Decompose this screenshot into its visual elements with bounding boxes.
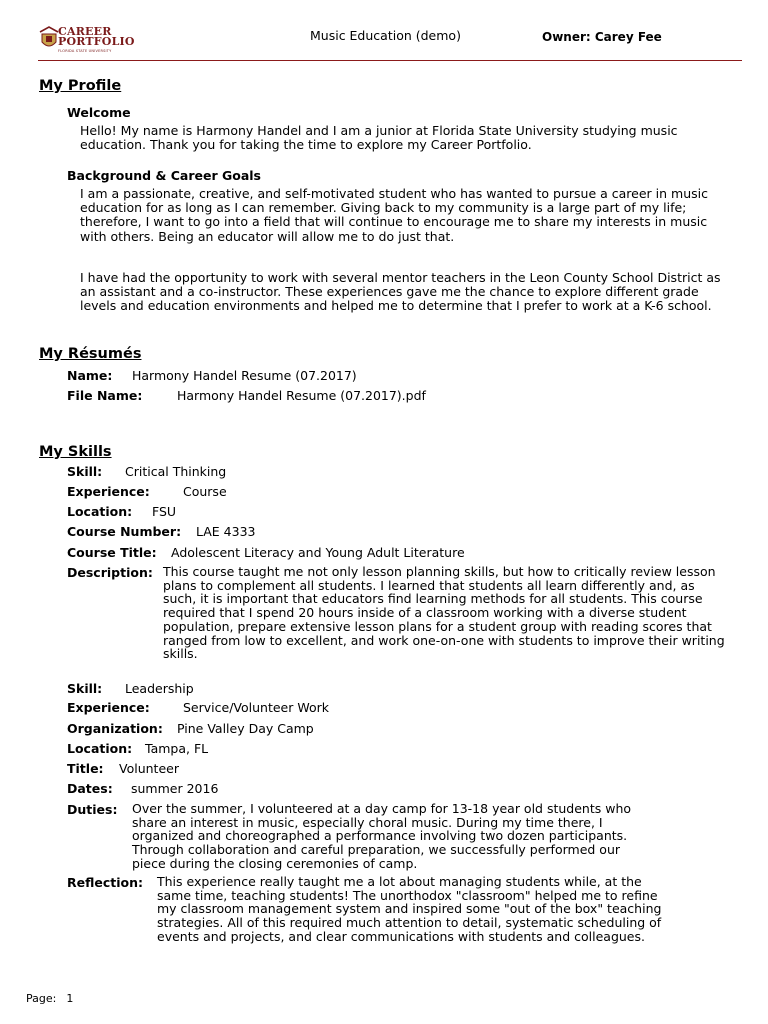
- skill2-experience-row: [67, 700, 330, 715]
- resume-file-label: File Name:: [67, 388, 143, 403]
- page-header: [0, 0, 768, 64]
- skill2-skill-row: [67, 681, 194, 696]
- location-label: Location:: [67, 741, 133, 756]
- skill1-experience-row: [67, 484, 227, 499]
- skill2-organization-row: [67, 721, 314, 736]
- welcome-text: Hello! My name is Harmony Handel and I am a junior at Florida State University studying music education. Thank you for taking the time to explore my Career Portfolio.: [80, 123, 678, 153]
- organization-value: Pine Valley Day Camp: [177, 721, 314, 736]
- description-label: Description:: [67, 565, 153, 580]
- skill1-location-row: [67, 504, 177, 519]
- logo-text-university: FLORIDA STATE UNIVERSITY: [58, 49, 112, 53]
- experience-label: Experience:: [67, 484, 150, 499]
- resume-file-row: [67, 388, 426, 403]
- page-number: 1: [66, 992, 74, 1005]
- welcome-heading: Welcome: [67, 105, 131, 120]
- duties-label: Duties:: [67, 802, 118, 817]
- experience-value: Service/Volunteer Work: [183, 700, 330, 715]
- header-divider: [38, 60, 742, 61]
- reflection-label: Reflection:: [67, 875, 144, 890]
- resume-name-label: Name:: [67, 368, 113, 383]
- location-label: Location:: [67, 504, 133, 519]
- skill2-dates-row: [67, 781, 219, 796]
- skill1-course-title-row: [67, 545, 465, 560]
- owner-label: Owner: Carey Fee: [542, 30, 662, 44]
- description-text: This course taught me not only lesson planning skills, but how to critically review lesson plans to complement all students. I learned that students all learn differently and, as such, it is important that educators find learning methods for all students. This course required that I spend 20 hours inside of a classroom working with a diverse student population, prepare extensive lesson plans for a student group with reading scores that ranged from low to excellent, and work one-on-one with students to improve their writing skills.: [163, 564, 725, 662]
- course-number-label: Course Number:: [67, 524, 182, 539]
- resume-name-value: Harmony Handel Resume (07.2017): [132, 368, 357, 383]
- career-portfolio-logo: [38, 22, 135, 56]
- dates-label: Dates:: [67, 781, 113, 796]
- logo-text-portfolio: PORTFOLIO: [58, 35, 135, 48]
- course-number-value: LAE 4333: [196, 524, 256, 539]
- page-footer: [26, 992, 73, 1005]
- background-paragraph-1: I am a passionate, creative, and self-motivated student who has wanted to pursue a career in music education for as long as I can remember. Giving back to my community is a large part of my life; therefore, I want to go into a field that will continue to encourage me to share my interests in music with others. Being an educator will allow me to do just that.: [80, 186, 708, 244]
- university-seal-icon: [38, 26, 60, 52]
- reflection-text: This experience really taught me a lot about managing students while, at the same time, teaching students! The unorthodox "classroom" helped me to refine my classroom management system and inspired some "out of the box" teaching strategies. All of this required much attention to detail, systematic scheduling of events and projects, and clear communications with students and colleagues.: [157, 874, 662, 944]
- background-paragraph-2: I have had the opportunity to work with several mentor teachers in the Leon County School District as an assistant and a co-instructor. These experiences gave me the chance to explore different grade levels and education environments and helped me to determine that I prefer to work at a K-6 school.: [80, 270, 721, 314]
- portfolio-title: Music Education (demo): [310, 28, 461, 43]
- location-value: Tampa, FL: [145, 741, 209, 756]
- location-value: FSU: [152, 504, 177, 519]
- experience-value: Course: [183, 484, 227, 499]
- skill-label: Skill:: [67, 464, 103, 479]
- course-title-value: Adolescent Literacy and Young Adult Literature: [171, 545, 465, 560]
- dates-value: summer 2016: [131, 781, 219, 796]
- resume-name-row: [67, 368, 357, 383]
- skill2-title-row: [67, 761, 179, 776]
- course-title-label: Course Title:: [67, 545, 157, 560]
- profile-section-title: My Profile: [39, 78, 122, 94]
- resumes-section-title: My Résumés: [39, 346, 142, 362]
- skill1-course-number-row: [67, 524, 256, 539]
- background-heading: Background & Career Goals: [67, 168, 261, 183]
- skills-section-title: My Skills: [39, 444, 112, 460]
- title-label: Title:: [67, 761, 104, 776]
- skill-value: Critical Thinking: [125, 464, 227, 479]
- skill1-skill-row: [67, 464, 227, 479]
- logo-text-career: CAREER: [58, 25, 112, 38]
- resume-file-link[interactable]: Harmony Handel Resume (07.2017).pdf: [177, 388, 426, 403]
- title-value: Volunteer: [119, 761, 179, 776]
- organization-label: Organization:: [67, 721, 163, 736]
- page-label: Page:: [26, 992, 57, 1005]
- duties-text: Over the summer, I volunteered at a day camp for 13-18 year old students who share an interest in music, especially choral music. During my time there, I organized and choreographed a performance involving two dozen participants. Through collaboration and careful preparation, we successfully performed our piece during the closing ceremonies of camp.: [132, 801, 632, 871]
- skill-label: Skill:: [67, 681, 103, 696]
- experience-label: Experience:: [67, 700, 150, 715]
- skill2-location-row: [67, 741, 209, 756]
- skill-value: Leadership: [125, 681, 194, 696]
